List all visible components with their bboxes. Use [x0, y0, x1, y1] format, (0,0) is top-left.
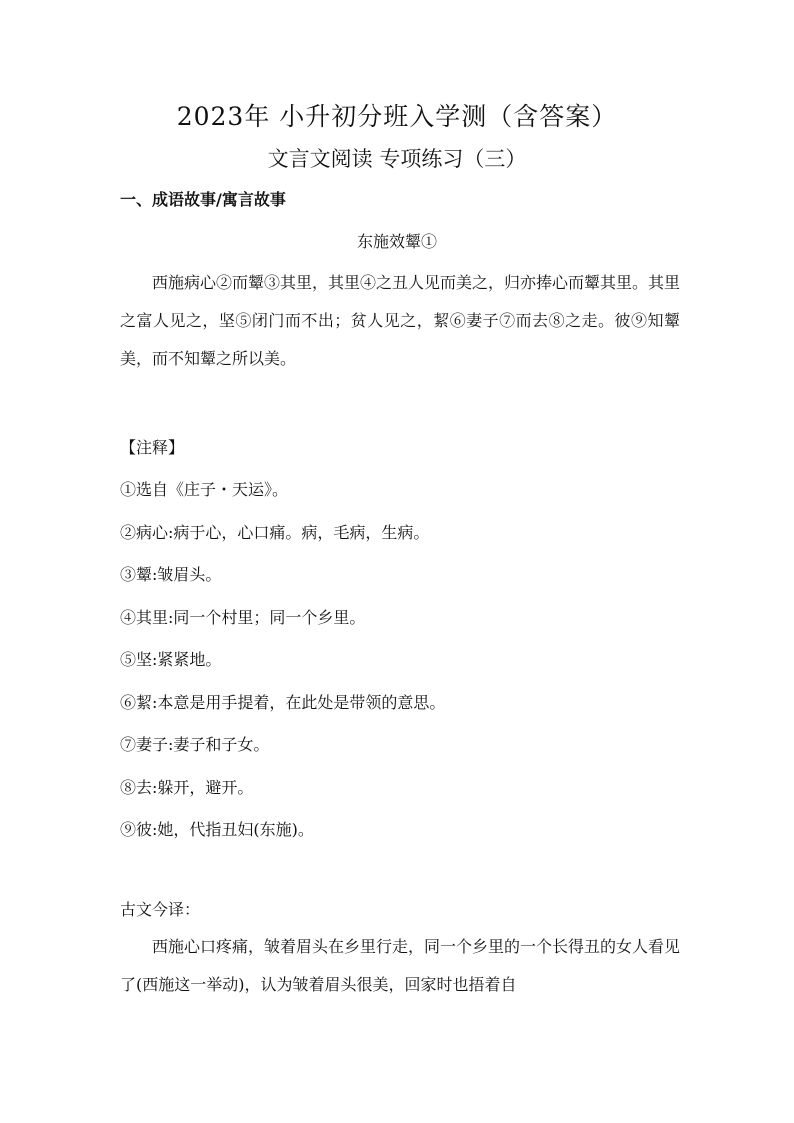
note-item: ①选自《庄子・天运》。	[120, 480, 289, 499]
story-title: 东施效颦①	[356, 232, 437, 251]
note-item: ⑤坚:紧紧地。	[120, 650, 222, 669]
note-item: ⑥絜:本意是用手提着，在此处是带领的意思。	[120, 692, 446, 712]
note-item: ③颦:皱眉头。	[120, 565, 222, 584]
section-heading: 一、成语故事/寓言故事	[120, 190, 286, 209]
notes-header: 【注释】	[120, 438, 185, 457]
note-item: ④其里:同一个村里；同一个乡里。	[120, 607, 366, 627]
page-title: 2023年 小升初分班入学测（含答案）	[176, 102, 618, 131]
note-item: ②病心:病于心，心口痛。病，毛病，生病。	[120, 522, 430, 542]
note-item: ⑦妻子:妻子和子女。	[120, 735, 270, 754]
translation-body: 西施心口疼痛，皱着眉头在乡里行走，同一个乡里的一个长得丑的女人看见了(西施这一举动)，认为皱着眉头很美，回家时也捂着自	[120, 937, 681, 994]
story-body: 西施病心②而颦③其里，其里④之丑人见而美之，归亦捧心而颦其里。其里之富人见之，坚⑤闭门而不出；贫人见之，絜⑥妻子⑦而去⑧之走。彼⑨知颦美，而不知颦之所以美。	[120, 273, 681, 368]
note-item: ⑨彼:她，代指丑妇(东施)。	[120, 820, 314, 839]
translation-header: 古文今译：	[120, 900, 201, 919]
page-subtitle: 文言文阅读 专项练习（三）	[267, 147, 527, 171]
notes-list	[120, 478, 680, 861]
note-item: ⑧去:躲开，避开。	[120, 777, 254, 797]
